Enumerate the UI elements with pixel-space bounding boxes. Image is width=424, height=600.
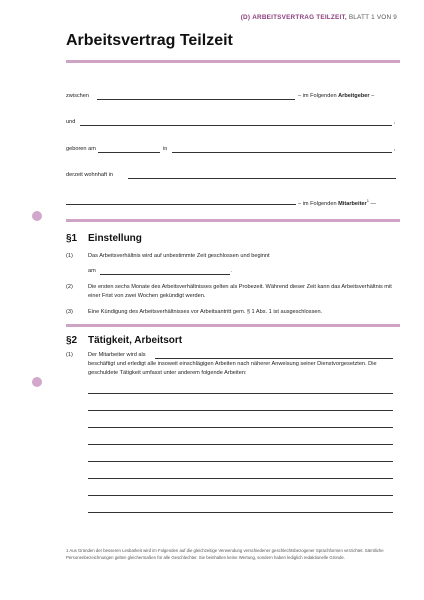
section-2-title: Tätigkeit, Arbeitsort	[88, 335, 183, 346]
para-text: Die ersten sechs Monate des Arbeitsverhältnisses gelten als Probezeit. Während dieser Zeit kann das Arbeitsverhältnis mit einer Frist von zwei Wochen gekündigt werden.	[88, 284, 392, 299]
para-number: (1)	[66, 253, 73, 259]
sheet-header	[241, 14, 397, 21]
footnote: 1 Aus Gründen der besseren Lesbarkeit wird im Folgenden auf die gleichzeitige Verwendung verschiedener geschlechtsbezogener Sprachformen verzichtet. Sämtliche Personenbezeichnungen gelten gleichermaßen für alle Geschlechter. Sie beinhalten keine Wertung, sondern haben lediglich redaktionelle Gründe.	[66, 548, 384, 560]
section-divider	[66, 324, 400, 327]
para-text: beschäftigt und erledigt alle insoweit einschlägigen Arbeiten nach näherer Anweisung seiner Dienstvorgesetzten. Die geschuldete Tätigkeit umfasst unter anderem folgende Arbeiten:	[88, 361, 377, 376]
comma: ,	[394, 146, 396, 152]
header-prefix: (D)	[240, 14, 251, 21]
task-line[interactable]	[88, 512, 393, 513]
employer-name-field[interactable]	[97, 99, 295, 100]
birth-place-field[interactable]	[172, 152, 392, 153]
task-line[interactable]	[88, 427, 393, 428]
start-date-label: am	[88, 268, 96, 274]
start-date-field[interactable]	[100, 274, 230, 275]
wohnhaft-label: derzeit wohnhaft in	[66, 172, 113, 178]
birth-date-field[interactable]	[98, 152, 160, 153]
address-field-2[interactable]	[66, 204, 296, 205]
section-divider	[66, 219, 400, 222]
para-number: (1)	[66, 352, 73, 358]
employee-name-field[interactable]	[80, 125, 392, 126]
para-number: (2)	[66, 284, 73, 290]
employee-caption: – im Folgenden Mitarbeiter$^1$ —	[298, 198, 377, 207]
task-line[interactable]	[88, 478, 393, 479]
employer-caption: – im Folgenden Arbeitgeber –	[298, 93, 375, 99]
section-1-title: Einstellung	[88, 233, 142, 244]
task-line[interactable]	[88, 444, 393, 445]
job-title-field[interactable]	[155, 358, 393, 359]
para-lead: Der Mitarbeiter wird als	[88, 352, 146, 358]
para-text: Das Arbeitsverhältnis wird auf unbestimmte Zeit geschlossen und beginnt	[88, 253, 270, 259]
task-line[interactable]	[88, 410, 393, 411]
zwischen-label: zwischen	[66, 93, 90, 99]
geboren-am-label: geboren am	[66, 146, 96, 152]
page-title: Arbeitsvertrag Teilzeit	[66, 32, 233, 49]
task-line[interactable]	[88, 393, 393, 394]
address-field[interactable]	[128, 178, 396, 179]
para-number: (3)	[66, 309, 73, 315]
section-2-number: §2	[66, 335, 78, 346]
para-text: Eine Kündigung des Arbeitsverhältnisses vor Arbeitsantritt gem. § 1 Abs. 1 ist ausgeschlossen.	[88, 309, 323, 315]
comma: ,	[394, 119, 396, 125]
title-divider	[66, 60, 400, 63]
section-1-number: §1	[66, 233, 78, 244]
period: .	[231, 268, 233, 274]
task-line[interactable]	[88, 461, 393, 462]
header-doc-name: ARBEITSVERTRAG TEILZEIT,	[252, 14, 347, 21]
punch-hole-top	[32, 211, 42, 221]
header-sheet: BLATT 1 VON 9	[348, 14, 397, 21]
punch-hole-bottom	[32, 377, 42, 387]
in-label: in	[163, 146, 168, 152]
task-line[interactable]	[88, 495, 393, 496]
und-label: und	[66, 119, 76, 125]
